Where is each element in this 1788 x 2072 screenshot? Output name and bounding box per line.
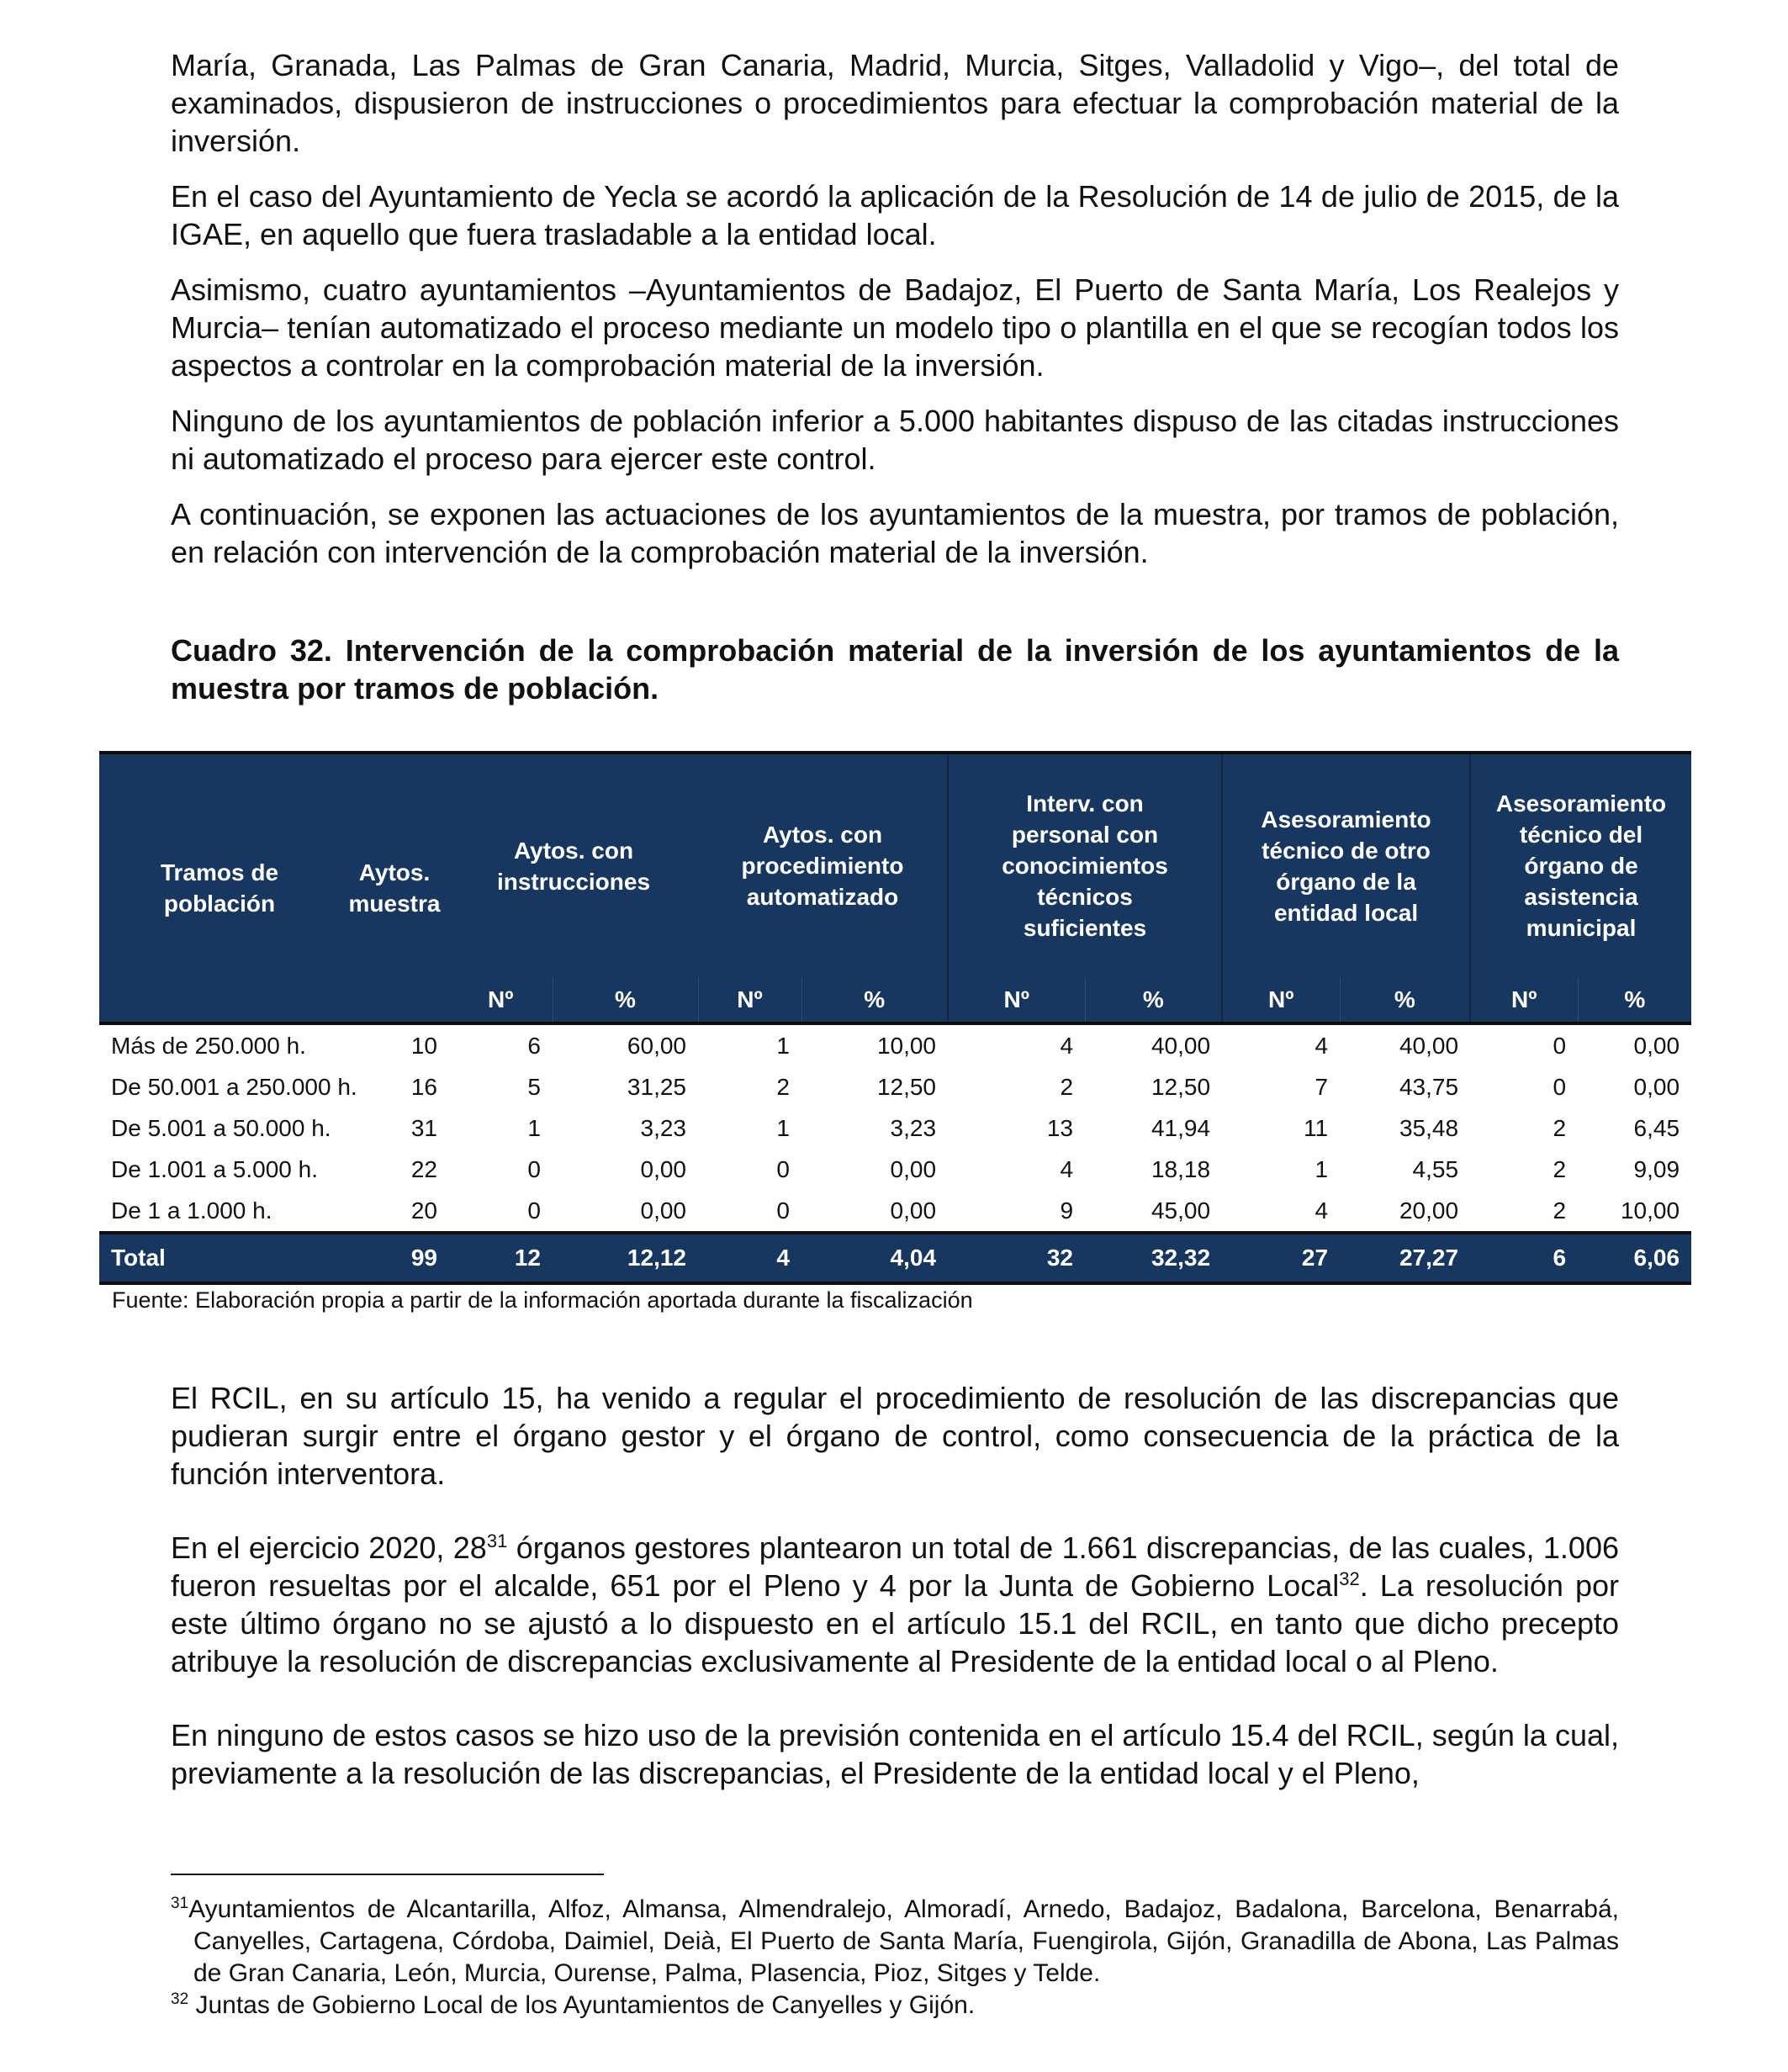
cell-value: 0,00 xyxy=(640,1155,686,1182)
row-label: De 5.001 a 50.000 h. xyxy=(111,1114,331,1141)
total-value: 27,27 xyxy=(1340,1233,1470,1283)
cell-value: 18,18 xyxy=(1151,1155,1211,1182)
footnote xyxy=(171,1990,1619,2022)
footnote-divider xyxy=(171,1874,604,1875)
cell-value: 60,00 xyxy=(627,1032,686,1059)
paragraph: A continuación, se exponen las actuaciones de los ayuntamientos de la muestra, por tramos de población, en relación con intervención de la comprobación material de la inversión. xyxy=(171,497,1619,569)
total-value: 6,06 xyxy=(1578,1233,1691,1283)
cell-value: 9,09 xyxy=(1633,1155,1680,1182)
cell-value: 3,23 xyxy=(890,1114,937,1141)
footnote-number: 31 xyxy=(171,1895,189,1912)
total-value: 32,32 xyxy=(1085,1233,1222,1283)
cell-value: 4,55 xyxy=(1412,1155,1459,1182)
table-row xyxy=(99,1066,1691,1107)
header-asistencia: Asesoramiento técnico del órgano de asistencia municipal xyxy=(1470,753,1691,977)
cell-value: 41,94 xyxy=(1151,1114,1211,1141)
cell-value: 45,00 xyxy=(1151,1197,1211,1224)
cell-value: 1 xyxy=(527,1114,541,1141)
cell-value: 0 xyxy=(776,1155,790,1182)
cell-value: 0,00 xyxy=(890,1197,937,1224)
cell-value: 4 xyxy=(1060,1032,1074,1059)
cell-value: 13 xyxy=(1046,1114,1074,1141)
table-row xyxy=(99,1107,1691,1149)
header-otro-organo: Asesoramiento técnico de otro órgano de la entidad local xyxy=(1222,753,1470,977)
total-value: 12 xyxy=(449,1233,553,1283)
cell-value: 2 xyxy=(1553,1197,1567,1224)
cell-value: 11 xyxy=(1303,1114,1329,1141)
header-automatizado: Aytos. con procedimiento automatizado xyxy=(741,822,904,910)
cell-value: 6 xyxy=(527,1032,541,1059)
table-header-row xyxy=(99,753,1691,977)
header-personal: Interv. con personal con conocimientos técnicos suficientes xyxy=(948,753,1222,977)
table-row xyxy=(99,1149,1691,1190)
footnote-text: Juntas de Gobierno Local de los Ayuntamientos de Canyelles y Gijón. xyxy=(188,1991,976,2019)
cell-value: 43,75 xyxy=(1399,1073,1459,1100)
subheader-no: Nº xyxy=(1222,977,1340,1023)
cell-value: 0,00 xyxy=(640,1197,686,1224)
row-label: De 1 a 1.000 h. xyxy=(111,1197,272,1224)
cell-value: 0,00 xyxy=(1633,1073,1680,1100)
paragraph: Asimismo, cuatro ayuntamientos –Ayuntamientos de Badajoz, El Puerto de Santa María, Los Realejos y Murcia– tenían automatizado el proceso mediante un modelo tipo o plantilla en el que se recogían todos los aspectos a controlar en la comprobación material de la inversión. xyxy=(171,272,1619,383)
cell-value: 2 xyxy=(776,1073,790,1100)
cell-muestra: 10 xyxy=(410,1032,437,1059)
total-value: 6 xyxy=(1470,1233,1578,1283)
text-segment: En el ejercicio 2020, 28 xyxy=(171,1530,487,1565)
cell-value: 5 xyxy=(527,1073,541,1100)
footnotes xyxy=(171,1894,1619,2022)
cell-value: 1 xyxy=(776,1032,790,1059)
text-segment: . La resolución por este último órgano no se ajustó a lo dispuesto en el artículo 15.1 del RCIL, en tanto que dicho precepto atribuye la resolución de discrepancias exclusivamente al Presidente de la entidad local o al Pleno. xyxy=(171,1568,1619,1678)
data-table xyxy=(99,751,1691,1285)
footnote-number: 32 xyxy=(171,1990,189,2008)
cell-value: 4 xyxy=(1315,1032,1329,1059)
header-tramos: Tramos de población xyxy=(160,859,279,917)
total-muestra: 99 xyxy=(340,1233,449,1283)
table-caption: Cuadro 32. Intervención de la comprobación material de la inversión de los ayuntamientos de la muestra por tramos de población. xyxy=(171,633,1619,706)
cell-value: 2 xyxy=(1060,1073,1074,1100)
cell-value: 2 xyxy=(1553,1114,1567,1141)
paragraph: En ninguno de estos casos se hizo uso de la previsión contenida en el artículo 15.4 del RCIL, según la cual, previamente a la resolución de las discrepancias, el Presidente de la entidad local y el Pleno, xyxy=(171,1718,1619,1790)
cell-value: 10,00 xyxy=(876,1032,937,1059)
subheader-no: Nº xyxy=(1470,977,1578,1023)
cell-value: 4 xyxy=(1060,1155,1074,1182)
subheader-pct: % xyxy=(1340,977,1470,1023)
total-value: 27 xyxy=(1222,1233,1340,1283)
cell-muestra: 16 xyxy=(410,1073,437,1100)
row-label: De 1.001 a 5.000 h. xyxy=(111,1155,318,1182)
row-label: Más de 250.000 h. xyxy=(111,1032,306,1059)
cell-muestra: 22 xyxy=(410,1155,437,1182)
table-total-row xyxy=(99,1233,1691,1283)
cell-value: 7 xyxy=(1315,1073,1329,1100)
cell-value: 0 xyxy=(1553,1073,1567,1100)
body-text-bottom xyxy=(171,1379,1619,1828)
cell-value: 40,00 xyxy=(1399,1032,1459,1059)
table-source-note: Fuente: Elaboración propia a partir de la información aportada durante la fiscalización xyxy=(112,1287,973,1313)
cell-value: 40,00 xyxy=(1151,1032,1211,1059)
total-label: Total xyxy=(99,1233,340,1283)
paragraph-with-footnotes xyxy=(171,1529,1619,1680)
cell-value: 0 xyxy=(1553,1032,1567,1059)
footnote xyxy=(171,1894,1619,1990)
paragraph: Ninguno de los ayuntamientos de población inferior a 5.000 habitantes dispuso de las citadas instrucciones ni automatizado el proceso para ejercer este control. xyxy=(171,404,1619,476)
subheader-no: Nº xyxy=(698,977,801,1023)
total-value: 4,04 xyxy=(801,1233,948,1283)
paragraph: En el caso del Ayuntamiento de Yecla se acordó la aplicación de la Resolución de 14 de julio de 2015, de la IGAE, en aquello que fuera trasladable a la entidad local. xyxy=(171,179,1619,251)
cell-value: 0,00 xyxy=(1633,1032,1680,1059)
cell-value: 35,48 xyxy=(1399,1114,1459,1141)
cell-value: 31,25 xyxy=(627,1073,686,1100)
cell-muestra: 20 xyxy=(410,1197,437,1224)
cell-value: 9 xyxy=(1060,1197,1074,1224)
table-row xyxy=(99,1190,1691,1233)
data-table-container xyxy=(99,751,1691,1285)
cell-value: 0 xyxy=(776,1197,790,1224)
subheader-pct: % xyxy=(1578,977,1691,1023)
cell-value: 12,50 xyxy=(1151,1073,1211,1100)
subheader-no: Nº xyxy=(948,977,1085,1023)
cell-value: 4 xyxy=(1315,1197,1329,1224)
footnote-ref: 31 xyxy=(486,1530,508,1551)
cell-muestra: 31 xyxy=(410,1114,437,1141)
table-row xyxy=(99,1023,1691,1066)
paragraph: María, Granada, Las Palmas de Gran Canaria, Madrid, Murcia, Sitges, Valladolid y Vigo–, del total de examinados, dispusieron de instrucciones o procedimientos para efectuar la comprobación material de la inversión. xyxy=(171,48,1619,158)
cell-value: 20,00 xyxy=(1399,1197,1459,1224)
cell-value: 6,45 xyxy=(1633,1114,1680,1141)
body-text-top xyxy=(171,46,1619,707)
paragraph: El RCIL, en su artículo 15, ha venido a regular el procedimiento de resolución de las discrepancias que pudieran surgir entre el órgano gestor y el órgano de control, como consecuencia de la práctica de la función interventora. xyxy=(171,1381,1619,1491)
header-muestra: Aytos. muestra xyxy=(348,859,441,917)
subheader-no: Nº xyxy=(449,977,553,1023)
cell-value: 1 xyxy=(776,1114,790,1141)
cell-value: 3,23 xyxy=(640,1114,686,1141)
subheader-pct: % xyxy=(801,977,948,1023)
subheader-pct: % xyxy=(1085,977,1222,1023)
total-value: 4 xyxy=(698,1233,801,1283)
cell-value: 2 xyxy=(1553,1155,1567,1182)
header-instrucciones: Aytos. con instrucciones xyxy=(496,837,651,895)
cell-value: 10,00 xyxy=(1620,1197,1680,1224)
cell-value: 12,50 xyxy=(876,1073,937,1100)
subheader-pct: % xyxy=(553,977,698,1023)
total-value: 32 xyxy=(948,1233,1085,1283)
footnote-text: Ayuntamientos de Alcantarilla, Alfoz, Almansa, Almendralejo, Almoradí, Arnedo, Badajoz, Badalona, Barcelona, Benarrabá, Canyelles, Cartagena, Córdoba, Daimiel, Deià, El Puerto de Santa María, Fuengirola, Gijón, Granadilla de Abona, Las Palmas de Gran Canaria, León, Murcia, Ourense, Palma, Plasencia, Pioz, Sitges y Telde. xyxy=(188,1895,1619,1987)
cell-value: 1 xyxy=(1315,1155,1329,1182)
cell-value: 0 xyxy=(527,1197,541,1224)
text-segment: órganos gestores plantearon un total de 1.661 discrepancias, de las cuales, 1.006 fueron resueltas por el alcalde, 651 por el Pleno y 4 por la Junta de Gobierno Local xyxy=(171,1530,1619,1603)
footnote-ref: 32 xyxy=(1339,1568,1360,1589)
total-value: 12,12 xyxy=(553,1233,698,1283)
cell-value: 0,00 xyxy=(890,1155,937,1182)
cell-value: 0 xyxy=(527,1155,541,1182)
row-label: De 50.001 a 250.000 h. xyxy=(111,1073,357,1100)
